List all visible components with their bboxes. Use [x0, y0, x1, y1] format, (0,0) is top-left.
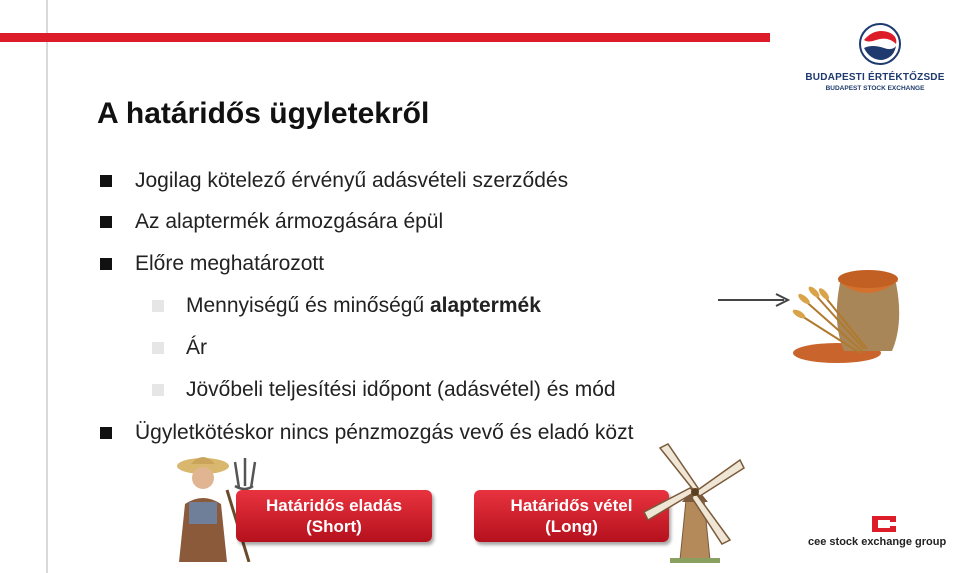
- bullet-square-icon: [100, 258, 112, 270]
- long-purchase-button[interactable]: Határidős vétel (Long): [474, 490, 669, 542]
- bullet-square-icon: [100, 175, 112, 187]
- bse-subtitle: BUDAPEST STOCK EXCHANGE: [825, 85, 925, 92]
- windmill-illustration: [640, 440, 750, 565]
- bse-name: BUDAPESTI ÉRTÉKTŐZSDE: [805, 72, 945, 83]
- sub-bullet-square-icon: [152, 384, 164, 396]
- bullet-square-icon: [100, 427, 112, 439]
- bse-logo: [800, 20, 950, 100]
- cee-logo-mark-icon: [870, 514, 898, 534]
- grain-sack-image: [792, 253, 912, 368]
- bse-emblem-icon: [858, 22, 902, 66]
- top-accent-bar: [0, 33, 770, 42]
- short-sale-button[interactable]: Határidős eladás (Short): [236, 490, 432, 542]
- cee-logo-text: cee stock exchange group: [808, 536, 947, 548]
- sub-bullet-square-icon: [152, 342, 164, 354]
- slide-title: A határidős ügyletekről: [97, 97, 430, 130]
- arrow-right-icon: [718, 292, 794, 308]
- sub-bullet-square-icon: [152, 300, 164, 312]
- cee-group-logo: [808, 514, 958, 554]
- left-divider-line: [46, 0, 48, 573]
- bullet-square-icon: [100, 216, 112, 228]
